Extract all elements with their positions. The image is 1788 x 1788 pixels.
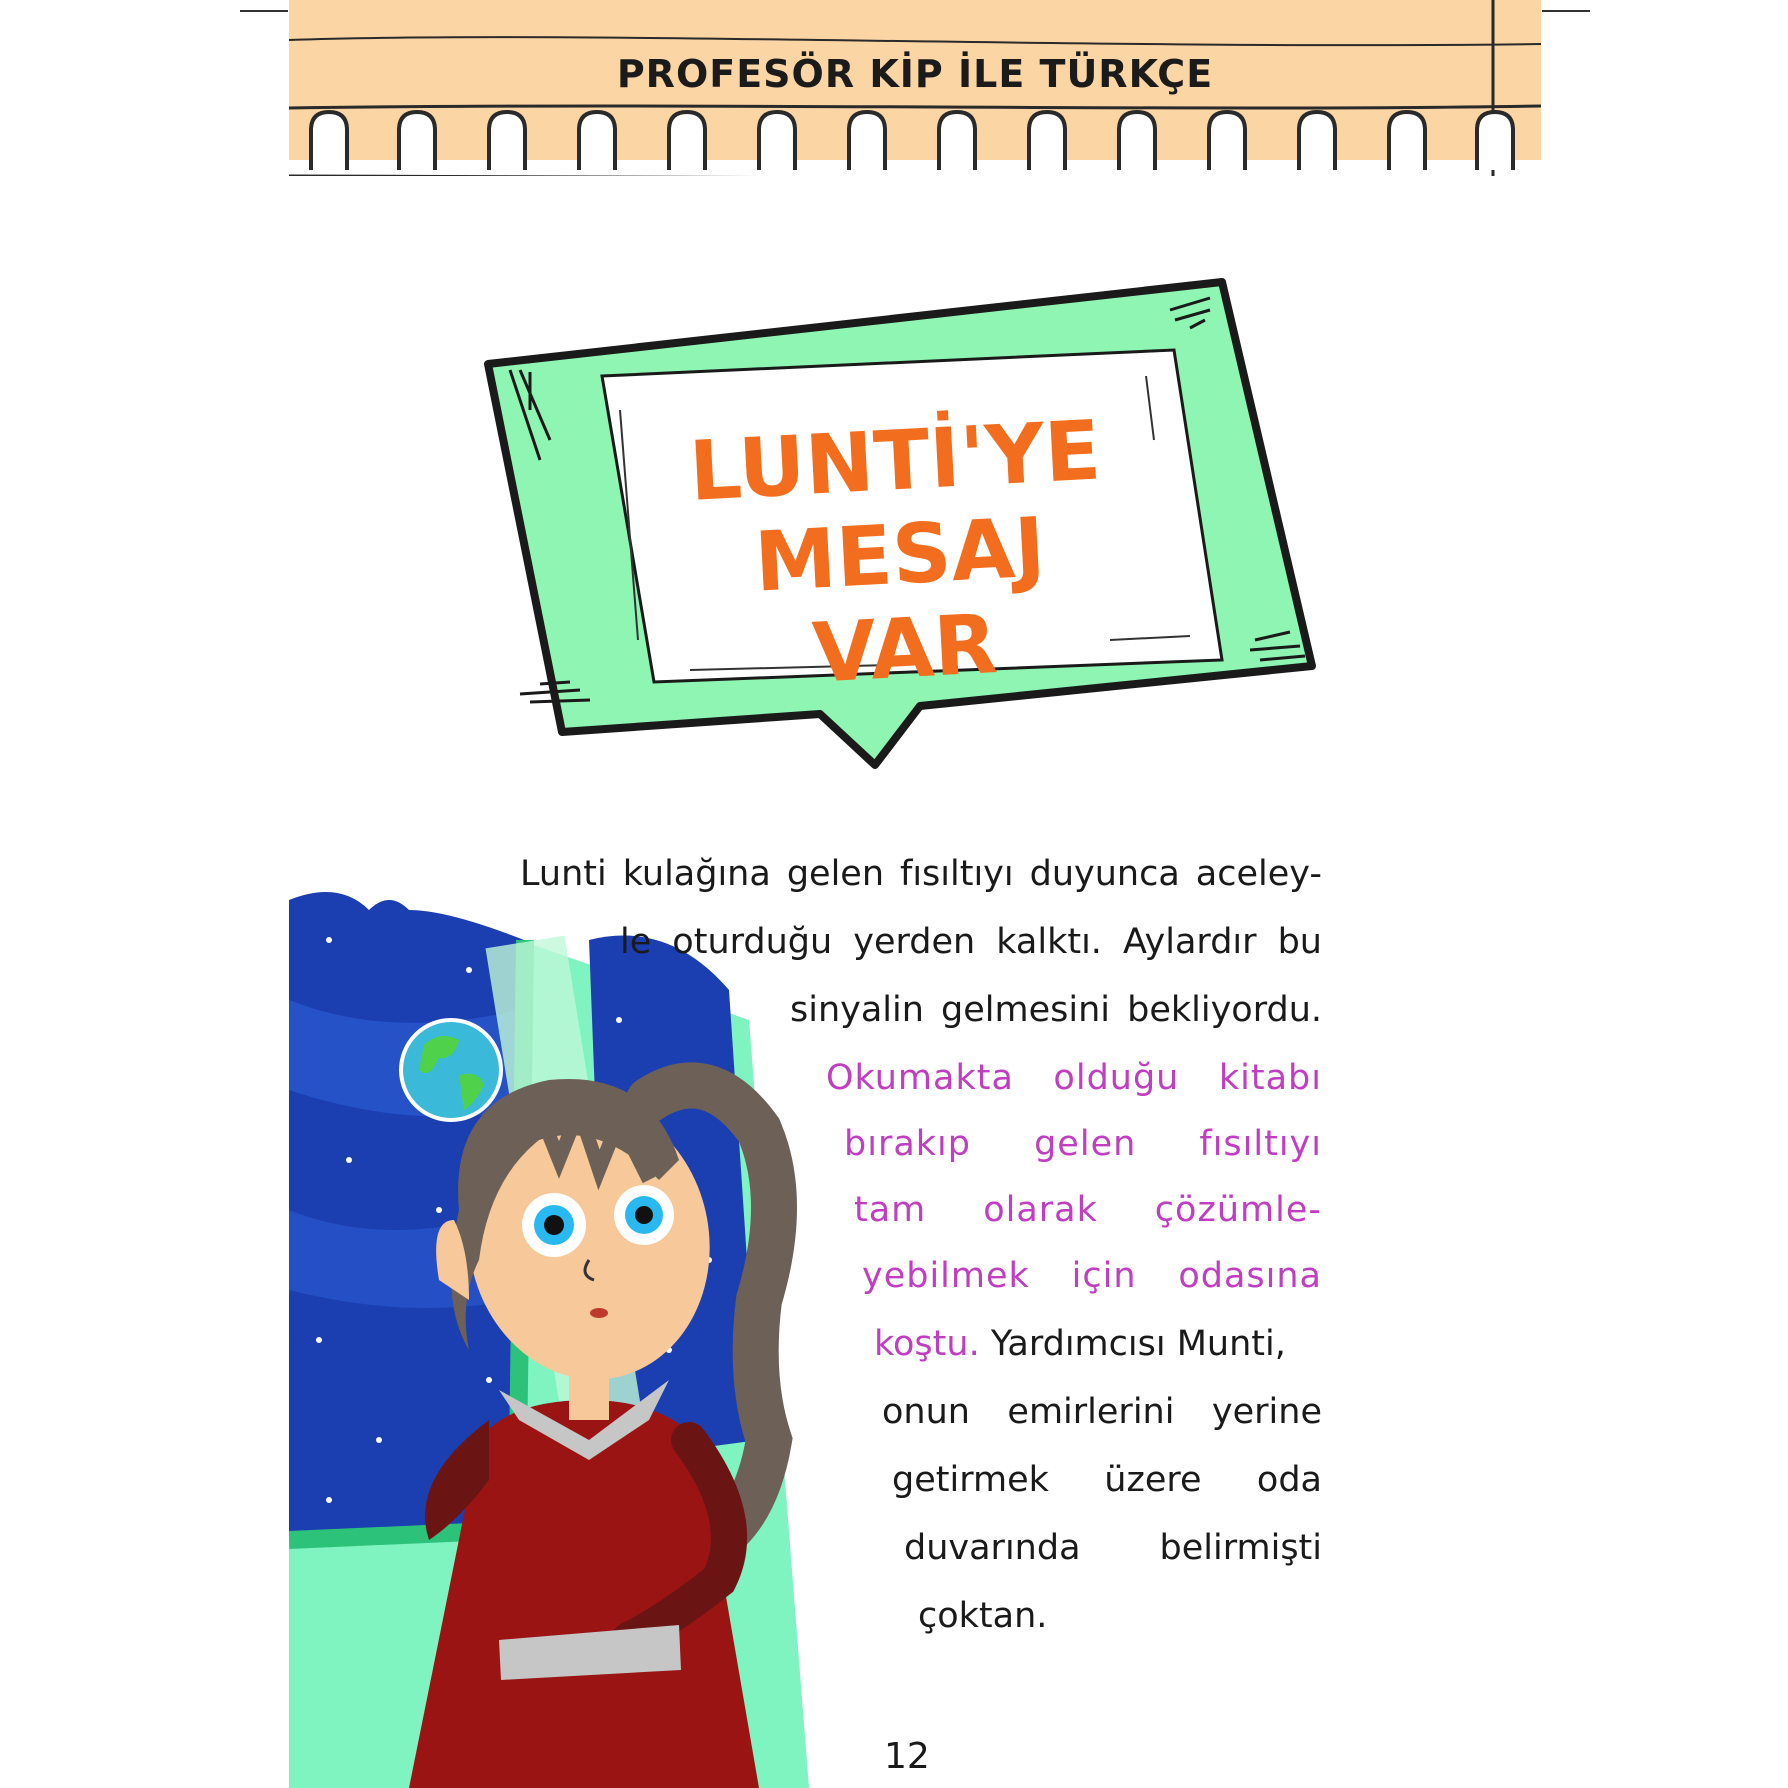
crop-mark-right: [1542, 10, 1590, 12]
chapter-title-line2: MESAJ VAR: [752, 500, 1048, 702]
story-line-1: Lunti kulağına gelen fısıltıyı duyunca aceley-: [520, 854, 1322, 894]
story-line-2: le oturduğu yerden kalktı. Aylardır bu: [620, 922, 1322, 962]
story-line-11: duvarında belirmişti: [904, 1528, 1322, 1568]
story-line-10: getirmek üzere oda: [892, 1460, 1322, 1500]
page-number: 12: [884, 1736, 930, 1777]
chapter-title: [673, 404, 1127, 709]
story-line-7: yebilmek için odasına: [862, 1256, 1322, 1296]
story-line-3: sinyalin gelmesini bekliyordu.: [790, 990, 1322, 1030]
chapter-title-board: [470, 270, 1350, 780]
header-banner: [289, 0, 1541, 190]
header-title: PROFESÖR KİP İLE TÜRKÇE: [616, 52, 1214, 96]
story-line-8-rest: Yardımcısı Munti,: [979, 1324, 1286, 1364]
crop-mark-left: [240, 10, 288, 12]
story-line-5: bırakıp gelen fısıltıyı: [844, 1124, 1322, 1164]
chapter-title-line1: LUNTİ'YE: [687, 403, 1103, 520]
earth-icon: [401, 1020, 501, 1120]
story-line-12: çoktan.: [918, 1596, 1048, 1636]
story-line-8-highlight: koştu.: [874, 1324, 980, 1364]
story-line-6: tam olarak çözümle-: [854, 1190, 1322, 1230]
story-line-4: Okumakta olduğu kitabı: [826, 1058, 1322, 1098]
story-line-8: [874, 1322, 1322, 1366]
story-line-9: onun emirlerini yerine: [882, 1392, 1322, 1432]
